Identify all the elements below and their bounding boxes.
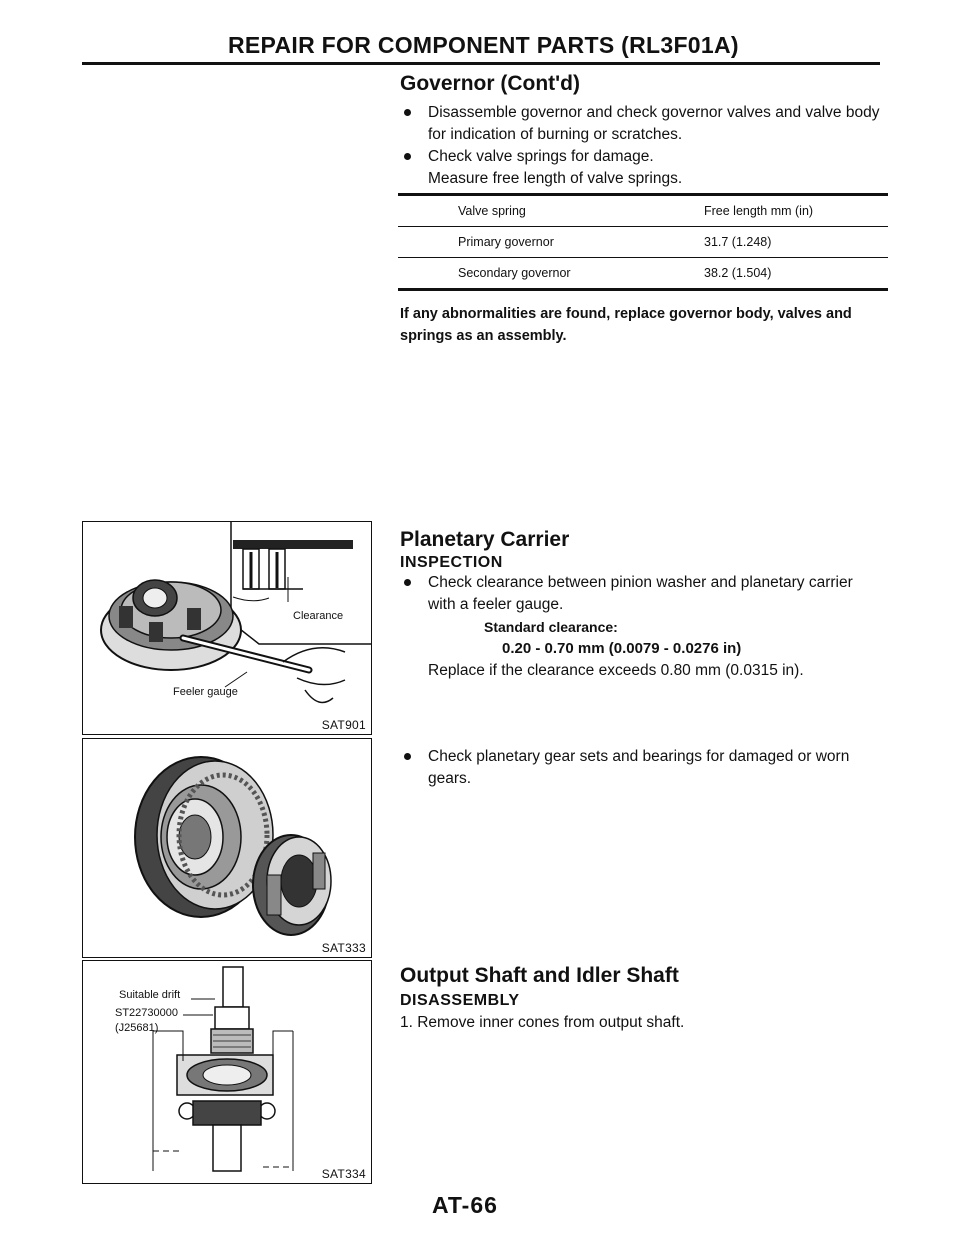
table-cell: 31.7 (1.248) xyxy=(704,235,772,249)
valve-spring-table-wrap xyxy=(398,193,888,291)
planetary-title: Planetary Carrier xyxy=(400,528,570,551)
figure-feeler-gauge xyxy=(82,521,372,735)
figure-label-tool-alt: (J25681) xyxy=(115,1022,159,1034)
planetary-gear-set-illustration xyxy=(83,739,371,957)
figure-label-tool-number: ST22730000 xyxy=(115,1007,178,1019)
figure-code: SAT901 xyxy=(321,718,366,732)
figure-label-suitable-drift: Suitable drift xyxy=(119,989,181,1001)
figure-code: SAT334 xyxy=(321,1167,366,1181)
output-shaft-section xyxy=(400,964,880,1034)
planetary-carrier-feeler-illustration xyxy=(83,522,371,734)
table-header-row xyxy=(398,195,888,227)
replace-clearance-text: Replace if the clearance exceeds 0.80 mm (0.0315 in). xyxy=(428,662,804,679)
governor-section xyxy=(400,72,880,190)
governor-bullet-2: Check valve springs for damage. xyxy=(400,146,880,168)
valve-spring-table xyxy=(398,193,888,291)
figure-output-shaft xyxy=(82,960,372,1184)
standard-clearance-label: Standard clearance: xyxy=(484,619,618,635)
planetary-bullet-2: Check planetary gear sets and bearings for damaged or worn gears. xyxy=(400,746,880,790)
governor-title: Governor (Cont'd) xyxy=(400,72,580,95)
table-cell: 38.2 (1.504) xyxy=(704,266,772,280)
page-number: AT-66 xyxy=(432,1192,498,1218)
output-shaft-title: Output Shaft and Idler Shaft xyxy=(400,964,679,987)
figure-planetary-gears xyxy=(82,738,372,958)
figure-code: SAT333 xyxy=(321,941,366,955)
header-rule xyxy=(82,62,880,65)
table-header-cell: Free length mm (in) xyxy=(704,204,814,218)
governor-bullet-1: Disassemble governor and check governor valves and valve body for indication of burning or scratches. xyxy=(400,102,880,146)
table-cell: Secondary governor xyxy=(458,266,571,280)
planetary-section xyxy=(400,528,880,682)
planetary-bullet-1: Check clearance between pinion washer and planetary carrier with a feeler gauge. xyxy=(400,572,880,616)
table-cell: Primary governor xyxy=(458,235,554,249)
figure-label-feeler-gauge: Feeler gauge xyxy=(173,686,238,698)
page-header-title: REPAIR FOR COMPONENT PARTS (RL3F01A) xyxy=(228,32,739,58)
planetary-gear-check xyxy=(400,746,880,790)
planetary-subtitle: INSPECTION xyxy=(400,554,503,571)
governor-note: If any abnormalities are found, replace governor body, valves and springs as an assembly. xyxy=(400,306,852,344)
table-row xyxy=(398,258,888,290)
output-shaft-step-1: 1. Remove inner cones from output shaft. xyxy=(400,1014,685,1031)
table-header-cell: Valve spring xyxy=(458,204,526,218)
output-shaft-subtitle: DISASSEMBLY xyxy=(400,992,520,1009)
figure-label-clearance: Clearance xyxy=(293,610,344,622)
governor-measure-text: Measure free length of valve springs. xyxy=(428,170,683,187)
table-row xyxy=(398,227,888,258)
standard-clearance-value: 0.20 - 0.70 mm (0.0079 - 0.0276 in) xyxy=(502,640,742,657)
